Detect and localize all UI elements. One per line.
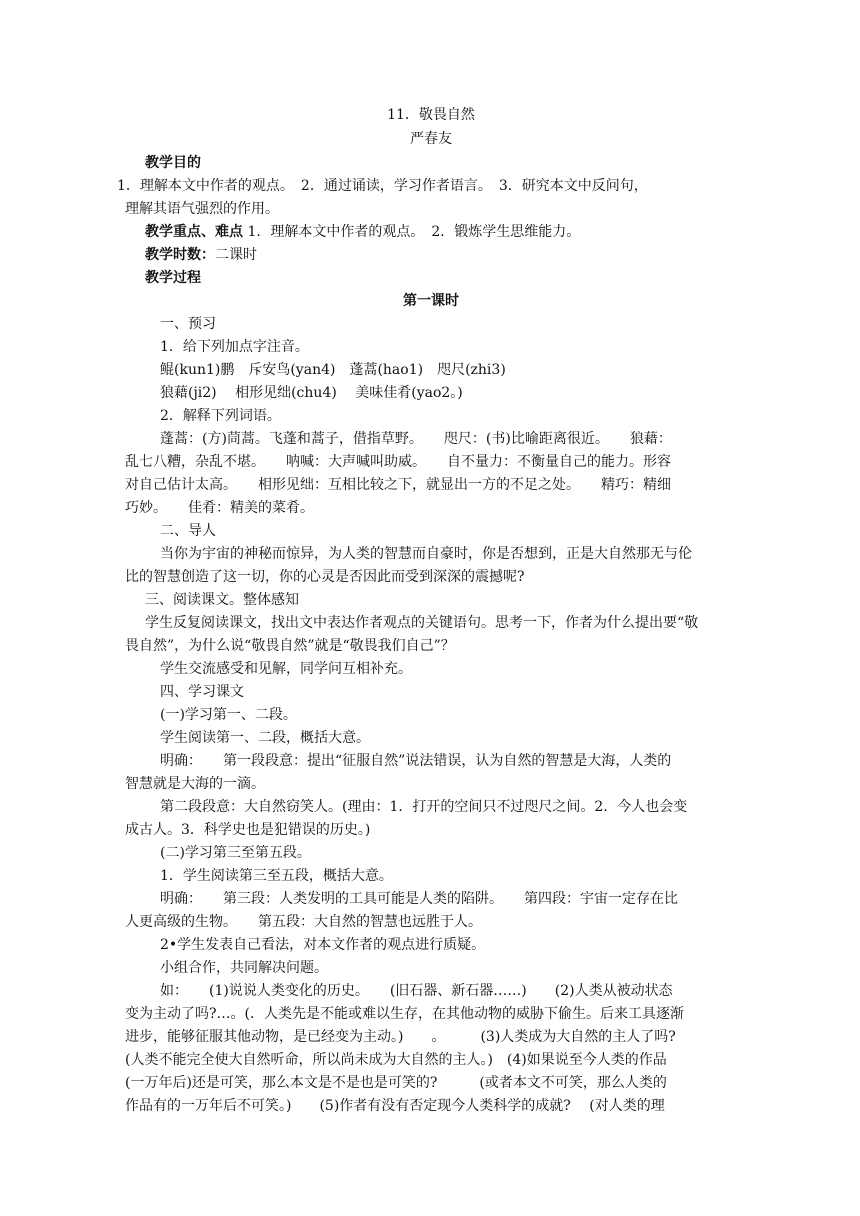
body-line: 畏自然”，为什么说“敬畏自然”就是“敬畏我们自己”？ — [125, 638, 455, 654]
body-line: 学生阅读第一、二段，概括大意。 — [160, 730, 370, 746]
teaching-time-line — [145, 244, 757, 266]
process-heading: 教学过程 — [145, 270, 201, 286]
body-line: 明确： 第三段：人类发明的工具可能是人类的陷阱。 第四段：宇宙一定存在比 — [160, 891, 678, 907]
body-line: 第二段段意：大自然窃笑人。(理由：1．打开的空间只不过咫尺之间。2．今人也会变 — [160, 799, 688, 815]
body-line: 成古人。3．科学史也是犯错误的历史。) — [125, 822, 371, 838]
body-line: 小组合作，共同解决问题。 — [160, 960, 328, 976]
teaching-time-text: 二课时 — [215, 247, 257, 263]
body-line: 二、导人 — [160, 523, 216, 539]
body-line: (二)学习第三至第五段。 — [160, 845, 311, 861]
body-line: 2•学生发表自己看法，对本文作者的观点进行质疑。 — [160, 937, 486, 953]
body-line: 四、学习课文 — [160, 684, 244, 700]
body-line: 变为主动了吗?…。(．人类先是不能或难以生存，在其他动物的威胁下偷生。后来工具逐渐 — [125, 1006, 684, 1022]
key-points-heading: 教学重点、难点 — [145, 224, 243, 240]
goal-heading: 教学目的 — [145, 155, 201, 171]
key-points-line — [145, 221, 757, 243]
body-line: 1．给下列加点字注音。 — [160, 339, 309, 355]
goal-line-1: 1．理解本文中作者的观点。 2．通过诵读，学习作者语言。 3．研究本文中反问句， — [117, 178, 648, 194]
body-line: (人类不能完全使大自然听命，所以尚未成为大自然的主人。) (4)如果说至今人类的作品 — [125, 1052, 667, 1068]
body-line: 巧妙。 佳肴：精美的菜肴。 — [125, 500, 314, 516]
author-name: 严春友 — [410, 131, 452, 147]
body-line: 三、阅读课文。整体感知 — [145, 592, 299, 608]
goal-line-2: 理解其语气强烈的作用。 — [125, 201, 279, 217]
body-line: 学生反复阅读课文，找出文中表达作者观点的关键语句。思考一下，作者为什么提出要“敬 — [145, 615, 699, 631]
body-line: 一、预习 — [160, 316, 216, 332]
body-line: 对自己估计太高。 相形见绌：互相比较之下，就显出一方的不足之处。 精巧：精细 — [125, 477, 671, 493]
body-line: 明确： 第一段段意：提出“征服自然”说法错误，认为自然的智慧是大海，人类的 — [160, 753, 672, 769]
body-line: 乱七八糟，杂乱不堪。 呐喊：大声喊叫助威。 自不量力：不衡量自己的能力。形容 — [125, 454, 671, 470]
body-line: 鲲(kun1)鹏 斥安鸟(yan4) 蓬蒿(hao1) 咫尺(zhi3) — [160, 362, 506, 378]
body-line: (一)学习第一、二段。 — [160, 707, 297, 723]
body-line: 2．解释下列词语。 — [160, 408, 281, 424]
body-line: 学生交流感受和见解，同学问互相补充。 — [160, 661, 412, 677]
body-line: 比的智慧创造了这一切，你的心灵是否因此而受到深深的震撼呢? — [125, 569, 525, 585]
body-line: (一万年后)还是可笑，那么本文是不是也是可笑的? (或者本文不可笑，那么人类的 — [125, 1075, 667, 1091]
body-line: 狼藉(ji2) 相形见绌(chu4) 美味佳肴(yao2。) — [160, 385, 463, 401]
lesson-one-heading: 第一课时 — [403, 293, 459, 309]
key-points-text: 1．理解本文中作者的观点。 2．锻炼学生思维能力。 — [247, 224, 581, 240]
body-line: 如： (1)说说人类变化的历史。 (旧石器、新石器……) (2)人类从被动状态 — [160, 983, 673, 999]
document-title: 11．敬畏自然 — [387, 107, 475, 123]
body-line: 智慧就是大海的一滴。 — [125, 776, 265, 792]
teaching-time-heading: 教学时数： — [145, 247, 215, 263]
body-line: 进步，能够征服其他动物，是已经变为主动。) 。 (3)人类成为大自然的主人了吗? — [125, 1029, 676, 1045]
body-line: 当你为宇宙的神秘而惊异，为人类的智慧而自豪时，你是否想到，正是大自然那无与伦 — [160, 546, 692, 562]
body-line: 作品有的一万年后不可笑。) (5)作者有没有否定现今人类科学的成就? (对人类的理 — [125, 1098, 665, 1114]
body-line: 1．学生阅读第三至五段，概括大意。 — [160, 868, 393, 884]
body-line: 人更高级的生物。 第五段：大自然的智慧也远胜于人。 — [125, 914, 482, 930]
body-line: 蓬蒿：(方)茼蒿。飞蓬和蒿子，借指草野。 咫尺：(书)比喻距离很近。 狼藉： — [160, 431, 672, 447]
